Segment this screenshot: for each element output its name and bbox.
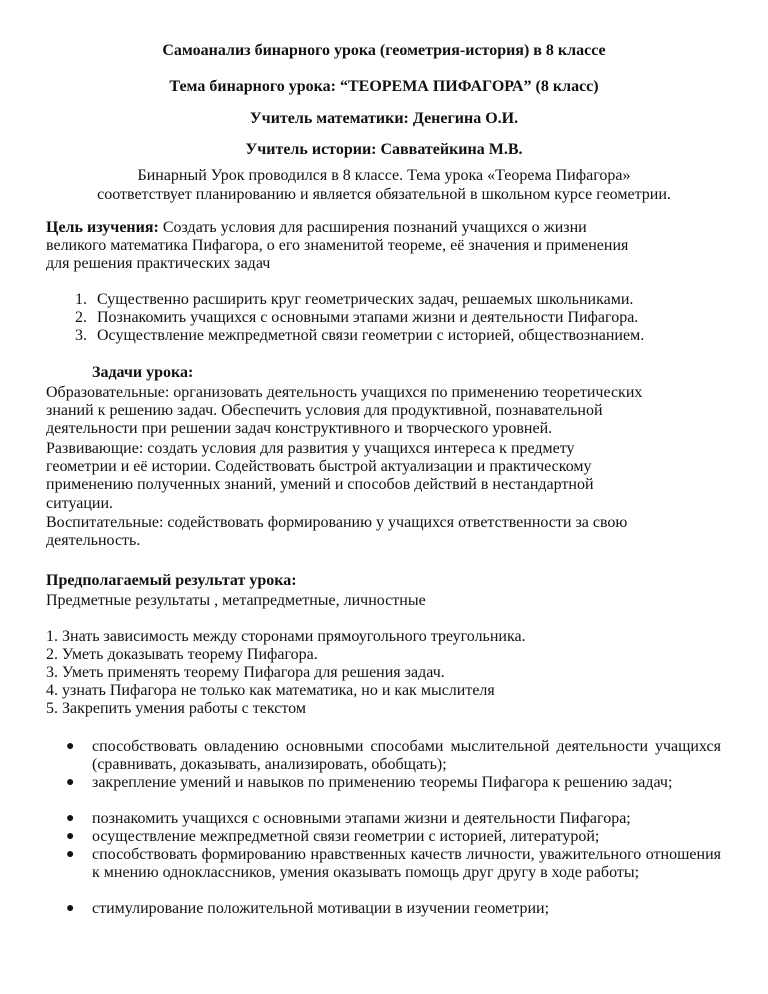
tasks-line: геометрии и её истории. Содействовать быстрой актуализации и практическому (46, 458, 592, 475)
result-subheading: Предметные результаты , метапредметные, личностные (46, 592, 426, 609)
document-title: Самоанализ бинарного урока (геометрия-история) в 8 классе (162, 42, 606, 59)
goal-list-item: Познакомить учащихся с основными этапами жизни и деятельности Пифагора. (97, 309, 639, 326)
tasks-line: Образовательные: организовать деятельность учащихся по применению теоретических (46, 384, 643, 401)
result-item: 2. Уметь доказывать теорему Пифагора. (46, 646, 318, 663)
intro-line-2: соответствует планированию и является обязательной в школьном курсе геометрии. (97, 186, 671, 203)
history-teacher: Учитель истории: Савватейкина М.В. (245, 141, 523, 158)
tasks-line: ситуации. (46, 495, 114, 512)
tasks-heading: Задачи урока: (92, 364, 194, 381)
bullet-item: осуществление межпредметной связи геометрии с историей, литературой; (92, 828, 600, 845)
goal-paragraph-line-3: для решения практических задач (46, 255, 271, 272)
tasks-line: деятельности при решении задач конструктивного и творческого уровней. (46, 420, 553, 437)
tasks-line: Развивающие: создать условия для развития у учащихся интереса к предмету (46, 440, 575, 457)
result-item: 1. Знать зависимость между сторонами прямоугольного треугольника. (46, 628, 526, 645)
bullet-item: стимулирование положительной мотивации в изучении геометрии; (92, 900, 550, 917)
result-heading: Предполагаемый результат урока: (46, 572, 297, 589)
result-item: 3. Уметь применять теорему Пифагора для решения задач. (46, 664, 445, 681)
lesson-topic: Тема бинарного урока: “ТЕОРЕМА ПИФАГОРА” (8 класс) (169, 78, 599, 95)
goal-list-item: Существенно расширить круг геометрических задач, решаемых школьниками. (97, 291, 634, 308)
intro-line-1: Бинарный Урок проводился в 8 классе. Тема урока «Теорема Пифагора» (137, 167, 631, 184)
goal-label: Цель изучения: (46, 219, 159, 236)
goal-paragraph-line-2: великого математика Пифагора, о его знаменитой теореме, её значения и применения (46, 237, 629, 254)
result-item: 5. Закрепить умения работы с текстом (46, 700, 306, 717)
bullet-icon: ● (66, 811, 75, 826)
bullet-icon: ● (66, 847, 75, 862)
goal-list-item: Осуществление межпредметной связи геометрии с историей, обществознанием. (97, 327, 645, 344)
bullet-icon: ● (66, 739, 75, 754)
bullet-item: способствовать овладению основными способами мыслительной деятельности учащихся (сравнивать, доказывать, анализировать, обобщать); (92, 738, 721, 773)
bullet-item: закрепление умений и навыков по применению теоремы Пифагора к решению задач; (92, 774, 673, 791)
tasks-line: знаний к решению задач. Обеспечить условия для продуктивной, познавательной (46, 402, 603, 419)
bullet-icon: ● (66, 829, 75, 844)
bullet-item: познакомить учащихся с основными этапами жизни и деятельности Пифагора; (92, 810, 631, 827)
bullet-icon: ● (66, 901, 75, 916)
result-item: 4. узнать Пифагора не только как математика, но и как мыслителя (46, 682, 495, 699)
tasks-line: применению полученных знаний, умений и способов действий в нестандартной (46, 476, 594, 493)
goal-paragraph-line-1 (46, 219, 587, 237)
goal-list-number: 2. (75, 309, 87, 326)
tasks-line: Воспитательные: содействовать формированию у учащихся ответственности за свою (46, 514, 628, 531)
bullet-item: способствовать формированию нравственных качеств личности, уважительного отношения к мнению одноклассников, умения оказывать помощь друг другу в ходе работы; (92, 846, 721, 881)
bullet-icon: ● (66, 775, 75, 790)
tasks-line: деятельность. (46, 532, 141, 549)
math-teacher: Учитель математики: Денегина О.И. (249, 110, 519, 127)
goal-list-number: 1. (75, 291, 87, 308)
goal-list-number: 3. (75, 327, 87, 344)
goal-text: Создать условия для расширения познаний учащихся о жизни (158, 219, 587, 236)
